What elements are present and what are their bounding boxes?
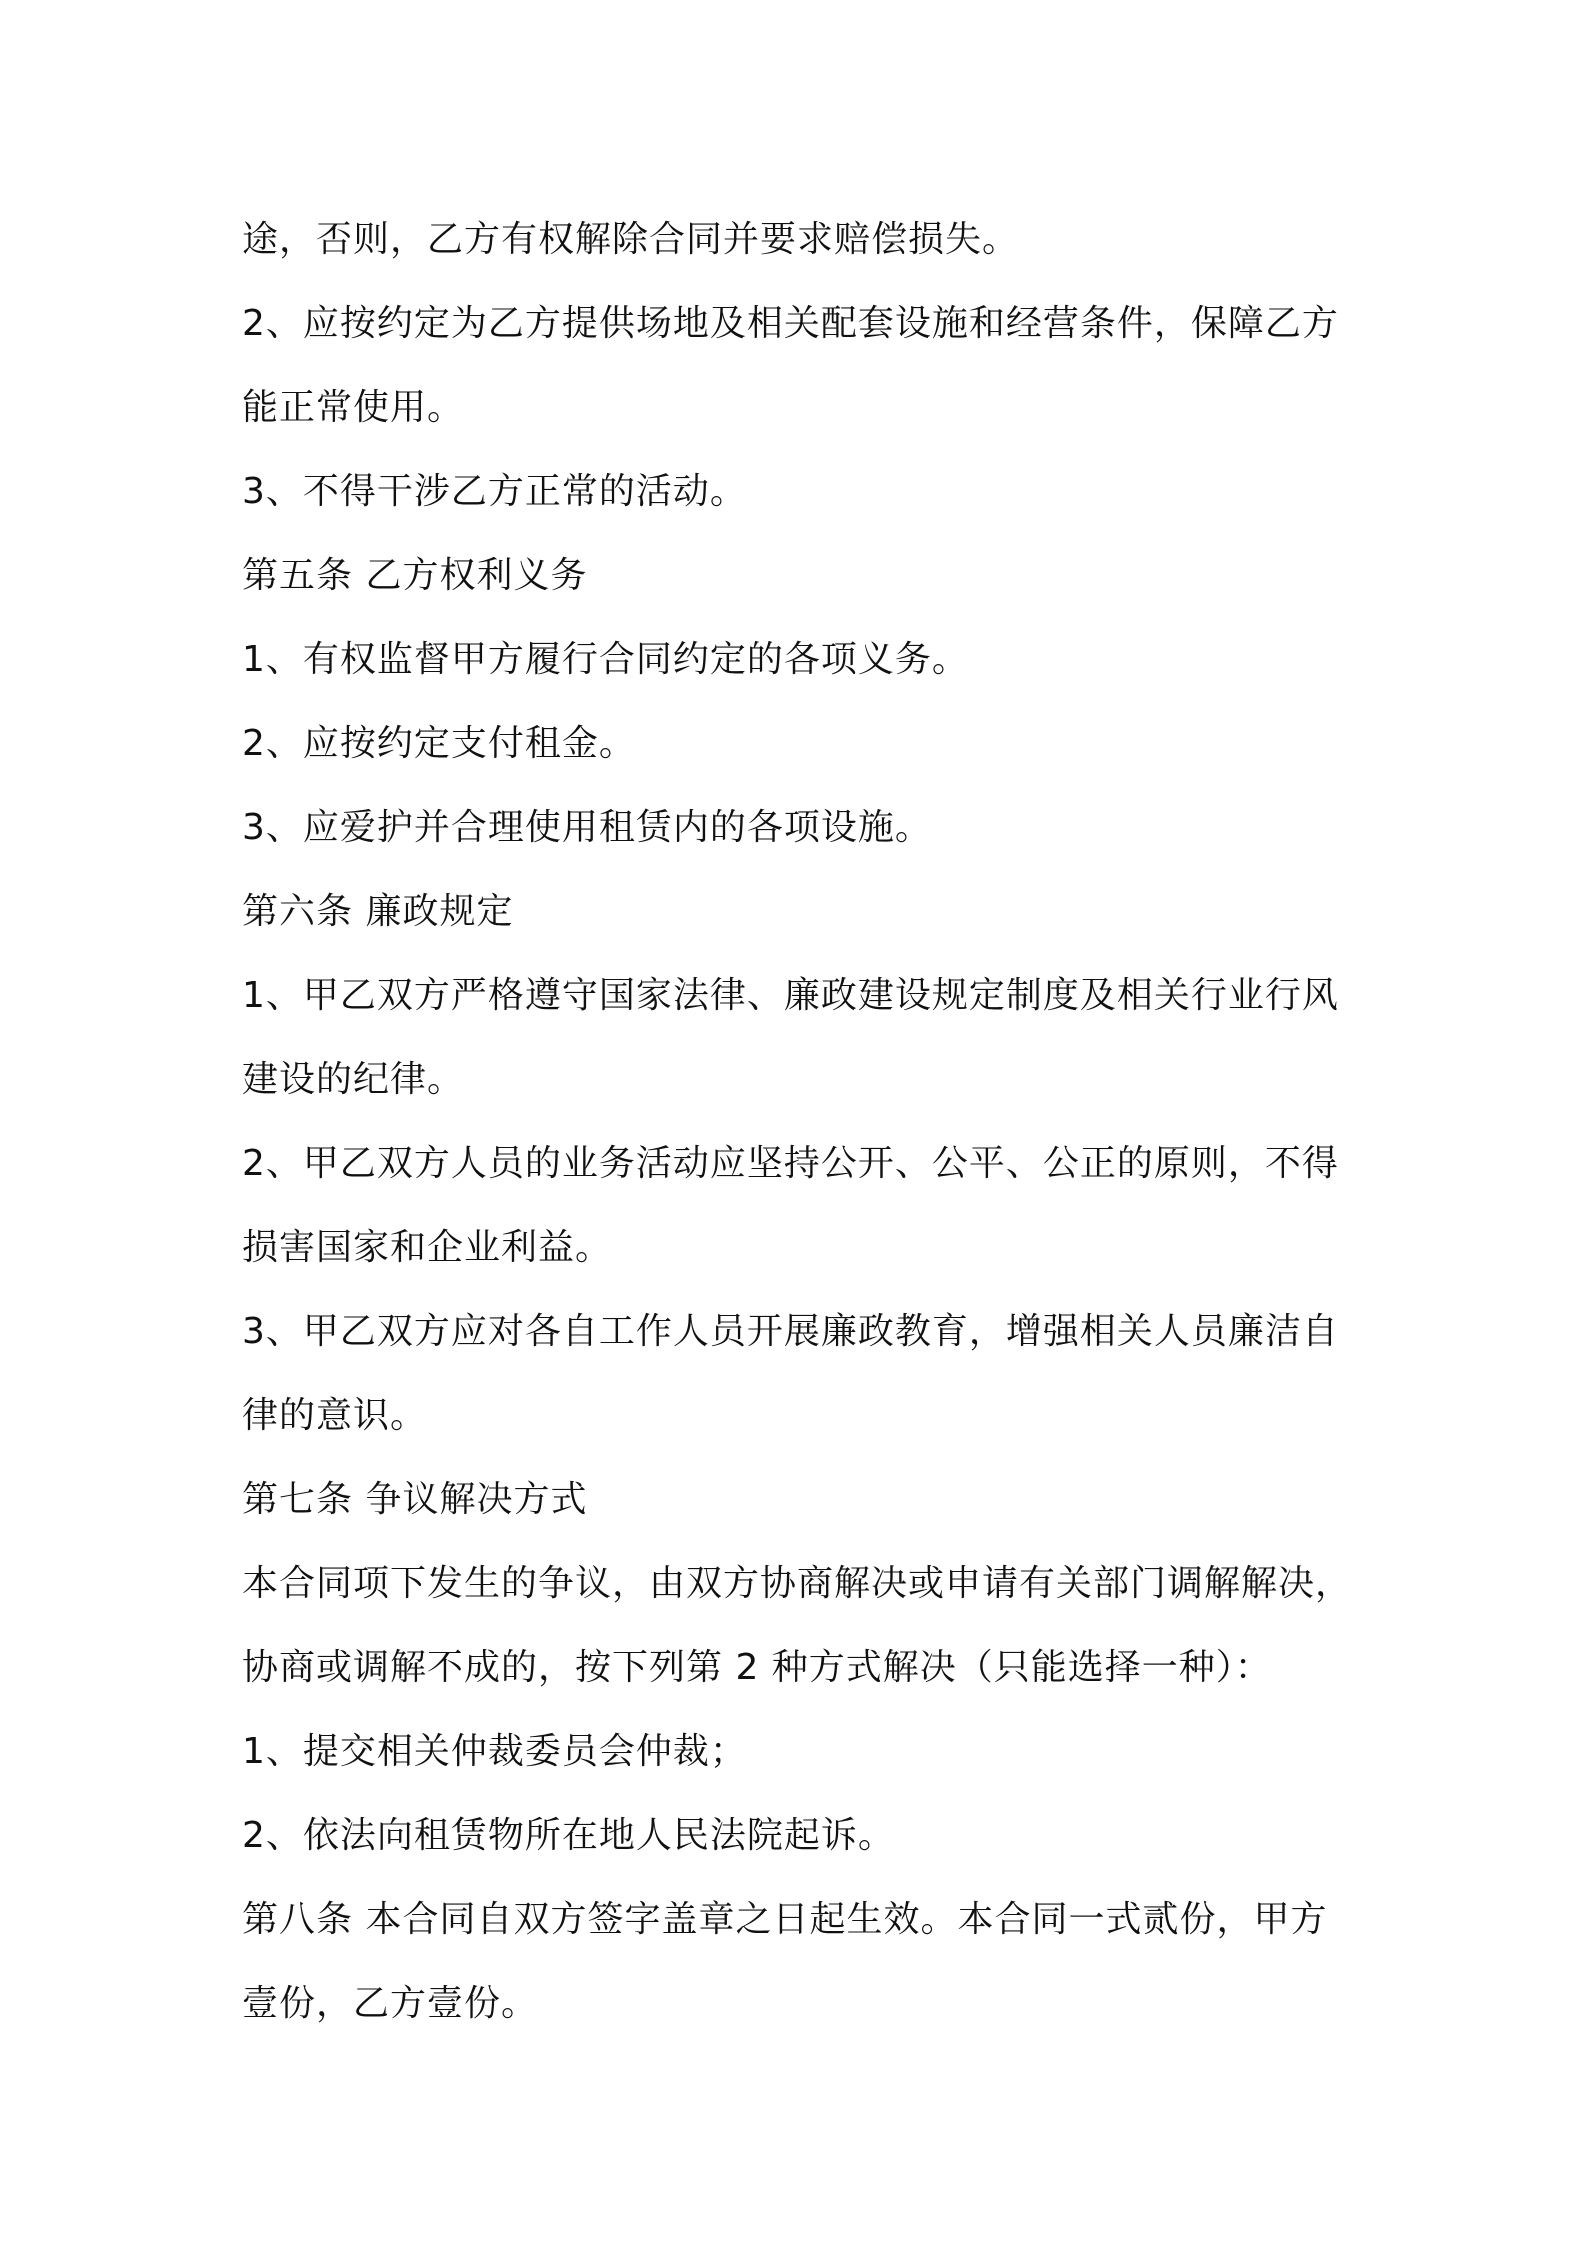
text-line: 1、有权监督甲方履行合同约定的各项义务。: [242, 639, 969, 680]
text-line: 3、应爱护并合理使用租赁内的各项设施。: [242, 807, 932, 848]
text-line: 本合同项下发生的争议，由双方协商解决或申请有关部门调解解决，: [242, 1563, 1353, 1604]
text-line: 2、依法向租赁物所在地人民法院起诉。: [242, 1815, 895, 1856]
document-body: [242, 198, 1362, 2046]
section-heading: 第六条 廉政规定: [242, 891, 514, 932]
text-line: 损害国家和企业利益。: [242, 1227, 613, 1268]
text-line: 2、应按约定支付租金。: [242, 723, 636, 764]
text-line: 能正常使用。: [242, 387, 465, 428]
text-line: 1、甲乙双方严格遵守国家法律、廉政建设规定制度及相关行业行风: [242, 975, 1339, 1016]
text-line: 2、甲乙双方人员的业务活动应坚持公开、公平、公正的原则，不得: [242, 1143, 1339, 1184]
text-line: 3、甲乙双方应对各自工作人员开展廉政教育，增强相关人员廉洁自: [242, 1311, 1339, 1352]
text-line: 壹份，乙方壹份。: [242, 1983, 539, 2024]
text-line: 建设的纪律。: [242, 1059, 465, 1100]
text-line: 2、应按约定为乙方提供场地及相关配套设施和经营条件，保障乙方: [242, 303, 1339, 344]
section-heading: 第七条 争议解决方式: [242, 1479, 588, 1520]
text-line: 律的意识。: [242, 1395, 428, 1436]
section-heading: 第八条 本合同自双方签字盖章之日起生效。本合同一式贰份，甲方: [242, 1899, 1328, 1940]
text-line: 3、不得干涉乙方正常的活动。: [242, 471, 747, 512]
text-line: 途，否则，乙方有权解除合同并要求赔偿损失。: [242, 219, 1020, 260]
text-line: 协商或调解不成的，按下列第 2 种方式解决（只能选择一种）：: [242, 1647, 1272, 1688]
section-heading: 第五条 乙方权利义务: [242, 555, 588, 596]
text-line: 1、提交相关仲裁委员会仲裁；: [242, 1731, 747, 1772]
